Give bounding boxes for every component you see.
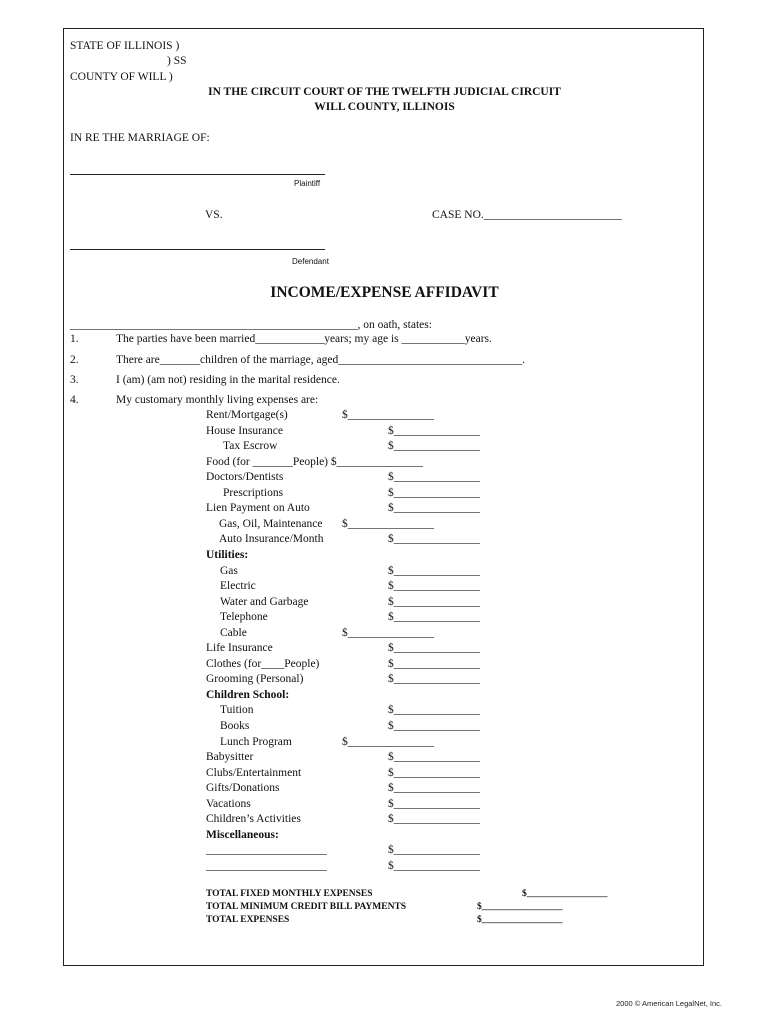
- expense-label: Lien Payment on Auto: [206, 502, 310, 515]
- defendant-name-line[interactable]: [70, 249, 325, 250]
- total-amount-field[interactable]: $_________________: [477, 915, 563, 925]
- plaintiff-label: Plaintiff: [294, 179, 321, 188]
- expense-amount-field[interactable]: $_______________: [388, 782, 480, 795]
- expense-label: Doctors/Dentists: [206, 471, 284, 484]
- expense-label: Children School:: [206, 688, 290, 701]
- vs-label: VS.: [205, 209, 223, 221]
- defendant-label: Defendant: [292, 257, 329, 266]
- statement-text[interactable]: I (am) (am not) residing in the marital residence.: [116, 374, 340, 386]
- expense-label: Gas, Oil, Maintenance: [219, 517, 323, 530]
- form-sheet: [63, 28, 704, 966]
- affidavit-title: INCOME/EXPENSE AFFIDAVIT: [270, 284, 499, 301]
- expense-amount-field[interactable]: $_______________: [388, 533, 480, 546]
- expense-amount-field[interactable]: $_______________: [388, 704, 480, 717]
- expense-label: Children’s Activities: [206, 813, 301, 826]
- total-label: TOTAL MINIMUM CREDIT BILL PAYMENTS: [206, 902, 407, 912]
- expense-amount-field[interactable]: $_______________: [388, 471, 480, 484]
- expense-label: Grooming (Personal): [206, 673, 304, 686]
- expense-label: Utilities:: [206, 548, 249, 561]
- total-amount-field[interactable]: $_________________: [522, 889, 608, 899]
- expense-amount-field[interactable]: $_______________: [388, 564, 480, 577]
- statement-number: 4.: [70, 394, 79, 406]
- oath-line[interactable]: __________________________________________________, on oath, states:: [70, 319, 432, 331]
- expense-label: Books: [220, 720, 250, 732]
- expense-amount-field[interactable]: $_______________: [388, 751, 480, 764]
- expense-amount-field[interactable]: $_______________: [342, 517, 434, 530]
- statement-number: 2.: [70, 354, 79, 366]
- total-amount-field[interactable]: $_________________: [477, 902, 563, 912]
- state-line: STATE OF ILLINOIS ): [70, 40, 180, 52]
- expense-amount-field[interactable]: $_______________: [388, 611, 480, 624]
- expense-label[interactable]: _____________________: [206, 859, 327, 872]
- statement-text: My customary monthly living expenses are:: [116, 394, 319, 406]
- expense-label: Clubs/Entertainment: [206, 766, 302, 779]
- expense-amount-field[interactable]: $_______________: [388, 797, 480, 810]
- statement-text[interactable]: The parties have been married____________years; my age is ___________years.: [116, 333, 492, 345]
- expense-label: Auto Insurance/Month: [219, 533, 324, 546]
- expense-amount-field[interactable]: $_______________: [388, 502, 480, 515]
- expense-amount-field[interactable]: $_______________: [388, 486, 480, 499]
- statement-number: 1.: [70, 333, 79, 345]
- expense-amount-field[interactable]: $_______________: [388, 657, 480, 670]
- expense-amount-field[interactable]: $_______________: [388, 766, 480, 779]
- expense-label: Gifts/Donations: [206, 782, 280, 795]
- expense-label: Clothes (for____People): [206, 657, 320, 670]
- in-re-label: IN RE THE MARRIAGE OF:: [70, 132, 210, 144]
- expense-label: Lunch Program: [220, 735, 292, 748]
- expense-label: Tuition: [220, 704, 254, 717]
- expense-label: Prescriptions: [223, 486, 284, 499]
- expense-amount-field[interactable]: $_______________: [388, 859, 480, 872]
- expense-amount-field[interactable]: $_______________: [388, 673, 480, 686]
- expense-label: Vacations: [206, 797, 251, 810]
- expense-label[interactable]: _____________________: [206, 844, 327, 857]
- case-number-field[interactable]: CASE NO.________________________: [432, 209, 622, 221]
- expense-amount-field[interactable]: $_______________: [388, 720, 480, 732]
- expense-amount-field[interactable]: $_______________: [342, 409, 434, 421]
- expense-label: Life Insurance: [206, 642, 273, 655]
- county-line: COUNTY OF WILL ): [70, 71, 173, 83]
- court-title: IN THE CIRCUIT COURT OF THE TWELFTH JUDICIAL CIRCUIT: [208, 86, 561, 98]
- court-county: WILL COUNTY, ILLINOIS: [314, 101, 455, 113]
- expense-amount-field[interactable]: $_______________: [342, 626, 434, 639]
- expense-label: Water and Garbage: [220, 595, 309, 608]
- expense-amount-field[interactable]: $_______________: [342, 735, 434, 748]
- expense-amount-field[interactable]: $_______________: [388, 424, 480, 437]
- expense-amount-field[interactable]: $_______________: [388, 844, 480, 857]
- expense-label: Tax Escrow: [223, 440, 278, 453]
- copyright-footer: 2000 © American LegalNet, Inc.: [616, 999, 723, 1008]
- expense-amount-field[interactable]: $_______________: [388, 813, 480, 826]
- expense-amount-field[interactable]: $_______________: [388, 580, 480, 593]
- total-label: TOTAL EXPENSES: [206, 915, 290, 925]
- statement-number: 3.: [70, 374, 79, 386]
- expense-label: Miscellaneous:: [206, 828, 279, 841]
- expense-amount-field[interactable]: $_______________: [388, 440, 480, 453]
- expense-amount-field[interactable]: $_______________: [388, 642, 480, 655]
- expense-label: Electric: [220, 580, 256, 593]
- expense-label: Telephone: [220, 611, 268, 624]
- expense-label: Food (for _______People) $_______________: [206, 455, 423, 468]
- expense-label: Babysitter: [206, 751, 254, 764]
- plaintiff-name-line[interactable]: [70, 174, 325, 175]
- expense-label: Gas: [220, 564, 238, 577]
- statement-text[interactable]: There are_______children of the marriage, aged________________________________.: [116, 354, 526, 366]
- expense-label: Rent/Mortgage(s): [206, 409, 288, 421]
- total-label: TOTAL FIXED MONTHLY EXPENSES: [206, 889, 373, 899]
- expense-label: Cable: [220, 626, 247, 639]
- ss-line: ) SS: [167, 55, 187, 67]
- expense-label: House Insurance: [206, 424, 283, 437]
- expense-amount-field[interactable]: $_______________: [388, 595, 480, 608]
